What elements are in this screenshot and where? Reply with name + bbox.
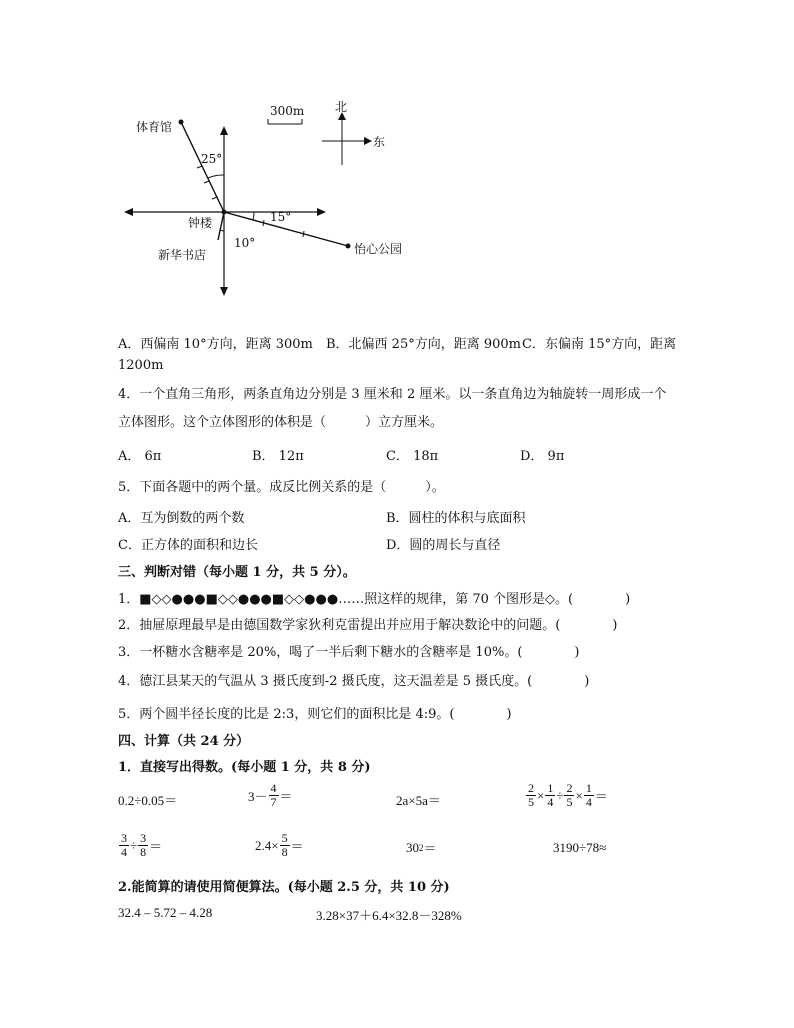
direction-diagram	[0, 0, 794, 320]
calc-8: 3190÷78≈	[553, 840, 607, 855]
section4-title: 四、计算（共 24 分）	[118, 734, 250, 749]
west-arrow-icon	[124, 208, 133, 216]
label-north: 北	[335, 100, 348, 114]
compass-east-arrow-icon	[364, 137, 372, 145]
q4-option-c: C． 18π	[386, 449, 439, 464]
q3-option-a: A．西偏南 10°方向，距离 300m	[118, 337, 313, 352]
q4-option-a: A． 6π	[118, 449, 162, 464]
simplify-2: 3.28×37＋6.4×32.8－328%	[316, 908, 462, 923]
gym-line	[181, 122, 224, 212]
section3-title: 三、判断对错（每小题 1 分，共 5 分）。	[118, 565, 356, 580]
section4-sub2: 2.能简算的请使用简便算法。(每小题 2.5 分，共 10 分)	[118, 880, 450, 895]
east-arrow-icon	[317, 208, 326, 216]
label-bookstore: 新华书店	[158, 248, 207, 262]
q5-option-b: B．圆柱的体积与底面积	[386, 511, 526, 526]
judge-item-1: 1．■◇◇●●●■◇◇●●●■◇◇●●●……照这样的规律，第 70 个图形是◇。( )	[118, 592, 631, 607]
q4-line1: 4．一个直角三角形，两条直角边分别是 3 厘米和 2 厘米。以一条直角边为轴旋转一周形成一个	[118, 387, 667, 402]
judge-item-5: 5．两个圆半径长度的比是 2:3，则它们的面积比是 4:9。( )	[118, 707, 512, 722]
label-east: 东	[373, 135, 386, 149]
q3-option-c: C．东偏南 15°方向，距离	[522, 337, 677, 352]
judge-item-4: 4．德江县某天的气温从 3 摄氏度到-2 摄氏度，这天温差是 5 摄氏度。( )	[118, 674, 590, 689]
gym-point	[179, 120, 184, 125]
calc-5: $\frac{3}{4}$ ÷ $\frac{3}{8}$ ＝	[121, 831, 163, 859]
q3-option-b: B．北偏西 25°方向，距离 900m	[326, 337, 522, 352]
calc-4: $\frac{2}{5}$ × $\frac{1}{4}$ ÷ $\frac{2}{5}$ × $\frac{1}{4}$ ＝	[528, 781, 608, 809]
q5-option-c: C．正方体的面积和边长	[118, 538, 258, 553]
calc-2: 3－ $\frac{4}{7}$ ＝	[248, 781, 293, 809]
bookstore-line	[218, 212, 224, 240]
label-gym: 体育馆	[136, 120, 173, 134]
label-bell-tower: 钟楼	[188, 216, 213, 230]
label-angle-25: 25°	[201, 152, 223, 166]
north-arrow-icon	[220, 126, 228, 135]
calc-7: 30 2 ＝	[406, 839, 437, 856]
q4-option-b: B． 12π	[252, 449, 304, 464]
q5-option-d: D．圆的周长与直径	[386, 538, 501, 553]
q4-line2: 立体图形。这个立体图形的体积是（ ）立方厘米。	[118, 415, 444, 430]
label-angle-10: 10°	[234, 236, 256, 250]
label-scale: 300m	[270, 104, 305, 118]
calc-1: 0.2÷0.05＝	[118, 793, 178, 808]
judge-item-3: 3．一杯糖水含糖率是 20%，喝了一半后剩下糖水的含糖率是 10%。( )	[118, 645, 580, 660]
section4-sub1: 1．直接写出得数。(每小题 1 分，共 8 分)	[118, 760, 371, 775]
label-angle-15: 15°	[270, 210, 292, 224]
label-park: 怡心公园	[354, 242, 403, 256]
south-arrow-icon	[220, 287, 228, 296]
q5-option-a: A．互为倒数的两个数	[118, 511, 245, 526]
calc-6: 2.4× $\frac{5}{8}$ ＝	[255, 831, 304, 859]
simplify-1: 32.4 – 5.72 – 4.28	[118, 905, 213, 920]
calc-3: 2a×5a＝	[396, 793, 441, 808]
q3-option-c-cont: 1200m	[118, 358, 164, 373]
park-point	[346, 244, 351, 249]
q4-option-d: D． 9π	[520, 449, 565, 464]
judge-item-2: 2．抽屉原理最早是由德国数学家狄利克雷提出并应用于解决数论中的问题。( )	[118, 618, 618, 633]
q5-stem: 5．下面各题中的两个量。成反比例关系的是（ ）。	[118, 480, 445, 495]
